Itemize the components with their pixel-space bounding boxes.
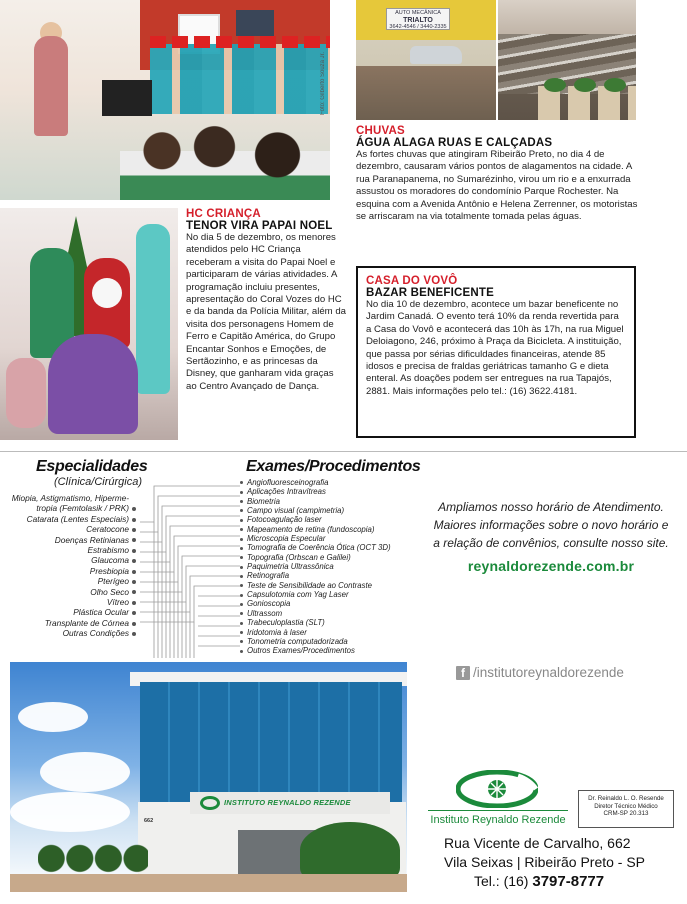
specialty-item xyxy=(8,607,136,617)
shop-sign-line: AUTO MECÂNICA xyxy=(395,10,441,16)
article-body: No dia 5 de dezembro, os menores atendidos pelo HC Criança receberam a visita do Papai Noel e participaram de várias atividades. A programação incluiu presentes, apresentação do Coral Vozes do HC e da banda da Polícia Militar, além da visita dos personagens Homem de Ferro e Capitão América, do Grupo Encantar Sonhos e Emoções, de Sertãozinho, e as princesas da Disney, que ganharam vida graças ao Centro Avançado de Dança. xyxy=(186,232,346,392)
specialty-item xyxy=(8,597,136,607)
specialties-list xyxy=(8,493,136,639)
specialty-item xyxy=(8,503,136,513)
specialty-item xyxy=(8,587,136,597)
photo-choir xyxy=(150,44,330,114)
exam-item xyxy=(240,525,420,534)
specialty-label: tropia (Femtolasik / PRK) xyxy=(36,503,129,514)
bullet-dot xyxy=(240,612,243,615)
exam-label: Outros Exames/Procedimentos xyxy=(247,646,355,656)
article-kicker: HC CRIANÇA xyxy=(186,208,261,220)
exam-label: Retinografia xyxy=(247,571,290,581)
address-phone[interactable] xyxy=(444,872,664,891)
photo-children xyxy=(120,118,330,200)
director-crm: CRM-SP 20.313 xyxy=(603,810,649,818)
flood-rapids-photo xyxy=(498,0,636,120)
bullet-dot xyxy=(132,559,136,563)
exam-item xyxy=(240,637,420,646)
exam-label: Teste de Sensibilidade ao Contraste xyxy=(247,580,372,590)
bullet-dot xyxy=(132,507,136,511)
photo-speaker xyxy=(34,36,68,136)
specialty-item xyxy=(8,576,136,586)
bullet-dot xyxy=(240,584,243,587)
article-hc-crianca xyxy=(186,208,346,393)
exam-label: Angiofluoresceinografia xyxy=(247,478,329,487)
specialty-item xyxy=(8,514,136,524)
bullet-dot xyxy=(240,640,243,643)
article-body: As fortes chuvas que atingiram Ribeirão Preto, no dia 4 de dezembro, causaram vários pontos de alagamentos na cidade. A rua Paranapanema, no Sumarézinho, virou um rio e a enxurrada assustou os moradores do condomínio Parque Rochester. Na esquina com a Avenida Antônio e Helena Zerrenner, os motoristas se arriscaram na via totalmente tomada pelas águas. xyxy=(356,149,638,223)
exam-label: Trabeculoplastia (SLT) xyxy=(247,618,325,628)
bullet-dot xyxy=(240,650,243,653)
shop-sign-line: TRIALTO xyxy=(403,17,433,24)
specialty-label: Presbiopia xyxy=(89,565,129,576)
specialty-item xyxy=(8,493,136,503)
institute-name: Instituto Reynaldo Rezende xyxy=(430,814,566,826)
specialty-label: Olho Seco xyxy=(90,586,129,597)
specialty-label: Glaucoma xyxy=(91,555,129,566)
exam-item xyxy=(240,609,420,618)
specialty-label: Vítreo xyxy=(106,597,129,608)
specialty-item xyxy=(8,555,136,565)
phone-label: Tel.: (16) xyxy=(474,873,533,889)
photo-santa-beard xyxy=(92,278,122,308)
photo-flood-water xyxy=(356,66,496,120)
exam-label: Paquimetria Ultrassônica xyxy=(247,562,334,572)
exam-item xyxy=(240,487,420,496)
exam-item xyxy=(240,478,420,487)
exam-label: Aplicações Intravítreas xyxy=(247,487,326,497)
medical-director-box xyxy=(578,790,674,828)
article-kicker: CHUVAS xyxy=(356,125,405,137)
bullet-dot xyxy=(240,622,243,625)
specialty-label: Outras Condições xyxy=(62,628,129,639)
exam-item xyxy=(240,628,420,637)
photo-princess-jasmine xyxy=(136,224,170,394)
exam-label: Tonometria computadorizada xyxy=(247,636,348,646)
schedule-promo xyxy=(420,498,682,552)
bullet-dot xyxy=(132,518,136,522)
photo-child xyxy=(6,358,46,428)
exam-item xyxy=(240,543,420,552)
article-kicker: CASA DO VOVÔ xyxy=(366,275,458,287)
exam-label: Capsulotomia com Yag Laser xyxy=(247,590,349,600)
exam-label: Microscopia Especular xyxy=(247,534,326,544)
specialty-label: Transplante de Córnea xyxy=(44,617,129,628)
exam-label: Topografia (Orbscan e Galilei) xyxy=(247,552,351,562)
photo-shrubs xyxy=(38,832,148,876)
bullet-dot xyxy=(240,575,243,578)
flood-street-photo xyxy=(356,0,496,120)
institute-building-photo xyxy=(10,662,407,892)
specialty-item xyxy=(8,545,136,555)
christmas-choir-photo xyxy=(0,0,330,200)
exam-label: Mapeamento de retina (fundoscopia) xyxy=(247,524,375,534)
bullet-dot xyxy=(132,570,136,574)
shop-sign-line: 3642-4546 / 3440-2335 xyxy=(389,24,447,30)
photo-ground xyxy=(10,874,407,892)
exam-label: Ultrassom xyxy=(247,608,283,618)
bullet-dot xyxy=(240,594,243,597)
exam-item xyxy=(240,515,420,524)
exam-item xyxy=(240,534,420,543)
director-name: Dr. Reinaldo L. O. Resende xyxy=(588,795,664,802)
bullet-dot xyxy=(240,547,243,550)
facebook-icon: f xyxy=(456,666,470,680)
promo-line: Maiores informações sobre o novo horário e xyxy=(433,518,669,532)
specialty-item xyxy=(8,566,136,576)
promo-line: Ampliamos nosso horário de Atendimento. xyxy=(438,500,664,514)
specialty-item xyxy=(8,524,136,534)
photo-piano xyxy=(102,80,152,116)
website-link[interactable]: reynaldorezende.com.br xyxy=(467,558,635,574)
photo-tv xyxy=(236,10,274,36)
photo-bush xyxy=(574,78,596,92)
bullet-dot xyxy=(132,611,136,615)
article-headline: TENOR VIRA PAPAI NOEL xyxy=(186,220,333,232)
specialty-label: Miopia, Astigmatismo, Hiperme- xyxy=(11,493,129,503)
bullet-dot xyxy=(132,549,136,553)
specialties-title: Especialidades xyxy=(36,458,148,475)
exam-label: Campo visual (campimetria) xyxy=(247,506,345,516)
photo-cloud xyxy=(10,792,130,832)
specialty-label: Plástica Ocular xyxy=(73,607,129,618)
specialty-label: Catarata (Lentes Especiais) xyxy=(26,513,129,524)
photo-bush xyxy=(544,78,566,92)
article-casa-do-vovo xyxy=(356,266,636,438)
article-chuvas xyxy=(356,125,646,223)
exam-item xyxy=(240,571,420,580)
contact-address xyxy=(444,834,664,891)
building-logo-icon xyxy=(200,796,220,810)
exam-item xyxy=(240,506,420,515)
hc-crianca-photo xyxy=(0,208,178,440)
article-headline: ÁGUA ALAGA RUAS E CALÇADAS xyxy=(356,137,553,149)
article-body: No dia 10 de dezembro, acontece um bazar beneficente no Jardim Canadá. O evento terá 10% da renda revertida para a Casa do Vovô e acontecerá das 10h às 17h, na rua Miguel Deloiagono, 246, próximo à Praça da Bicicleta. A instituição, que passa por sérias dificuldades financeiras, atende 85 idosos e precisa de fraldas geriátricas tamanho G e dieta enteral. As doações podem ser entregues na rua Tapajós, 2881. Mais informações pelo tel.: (16) 3622.4181. xyxy=(366,299,624,397)
director-role: Diretor Técnico Médico xyxy=(594,802,658,810)
specialty-label: Doenças Retinianas xyxy=(54,534,129,545)
specialty-item xyxy=(8,535,136,545)
bullet-dot xyxy=(132,580,136,584)
bullet-dot xyxy=(132,528,136,532)
bullet-dot xyxy=(240,491,243,494)
specialty-item xyxy=(8,618,136,628)
photo-santa-hats xyxy=(150,36,330,48)
building-number: 662 xyxy=(144,818,154,824)
bullet-dot xyxy=(240,538,243,541)
exam-item xyxy=(240,497,420,506)
promo-line: a relação de convênios, consulte nosso site. xyxy=(433,536,669,550)
photo-cloud xyxy=(40,752,130,792)
building-glass-facade xyxy=(140,682,402,802)
bullet-dot xyxy=(132,538,136,542)
article-headline: BAZAR BENEFICENTE xyxy=(366,287,494,299)
facebook-link[interactable] xyxy=(456,665,624,680)
address-street: Rua Vicente de Carvalho, 662 xyxy=(444,835,631,851)
bullet-dot xyxy=(240,631,243,634)
bullet-dot xyxy=(132,622,136,626)
bullet-dot xyxy=(240,603,243,606)
logo-underline xyxy=(428,810,568,811)
specialties-subtitle: (Clínica/Cirúrgica) xyxy=(54,476,143,488)
exam-label: Fotocoagulação laser xyxy=(247,515,322,525)
bullet-dot xyxy=(240,528,243,531)
address-city: Vila Seixas | Ribeirão Preto - SP xyxy=(444,854,646,870)
bullet-dot xyxy=(240,500,243,503)
exam-item xyxy=(240,562,420,571)
phone-number: 3797-8777 xyxy=(532,873,605,890)
specialty-item xyxy=(8,628,136,638)
photo-shop-sign xyxy=(386,8,450,30)
exam-item xyxy=(240,581,420,590)
photo-palm-garden xyxy=(300,822,400,878)
photo-bush xyxy=(604,78,626,92)
specialty-label: Pterígeo xyxy=(97,576,129,587)
photo-car xyxy=(410,46,462,64)
exam-item xyxy=(240,646,420,655)
exam-item xyxy=(240,590,420,599)
exam-label: Biometria xyxy=(247,496,280,506)
photo-princess-rapunzel xyxy=(48,334,138,434)
bullet-dot xyxy=(132,601,136,605)
bullet-dot xyxy=(240,566,243,569)
exams-list xyxy=(240,478,420,656)
facebook-handle: /institutoreynaldorezende xyxy=(473,665,624,680)
exam-item xyxy=(240,553,420,562)
specialty-label: Ceratocone xyxy=(86,524,129,535)
exams-title: Exames/Procedimentos xyxy=(246,458,421,475)
photo-cloud xyxy=(18,702,88,732)
bullet-dot xyxy=(240,481,243,484)
bullet-dot xyxy=(240,509,243,512)
exam-item xyxy=(240,618,420,627)
exam-item xyxy=(240,599,420,608)
institute-logo-icon xyxy=(456,770,538,808)
connector-lines xyxy=(140,472,240,658)
bullet-dot xyxy=(132,632,136,636)
bullet-dot xyxy=(240,556,243,559)
photo-credit: Foto: Gilberto Souza Jr. xyxy=(320,52,326,116)
specialty-label: Estrabismo xyxy=(87,545,129,556)
exam-label: Iridotomia à laser xyxy=(247,627,307,637)
exam-label: Gonioscopia xyxy=(247,599,291,609)
bullet-dot xyxy=(240,519,243,522)
building-sign-text: INSTITUTO REYNALDO REZENDE xyxy=(224,798,351,807)
exam-label: Tomografia de Coerência Ótica (OCT 3D) xyxy=(247,543,391,553)
bullet-dot xyxy=(132,590,136,594)
section-divider xyxy=(0,451,687,452)
